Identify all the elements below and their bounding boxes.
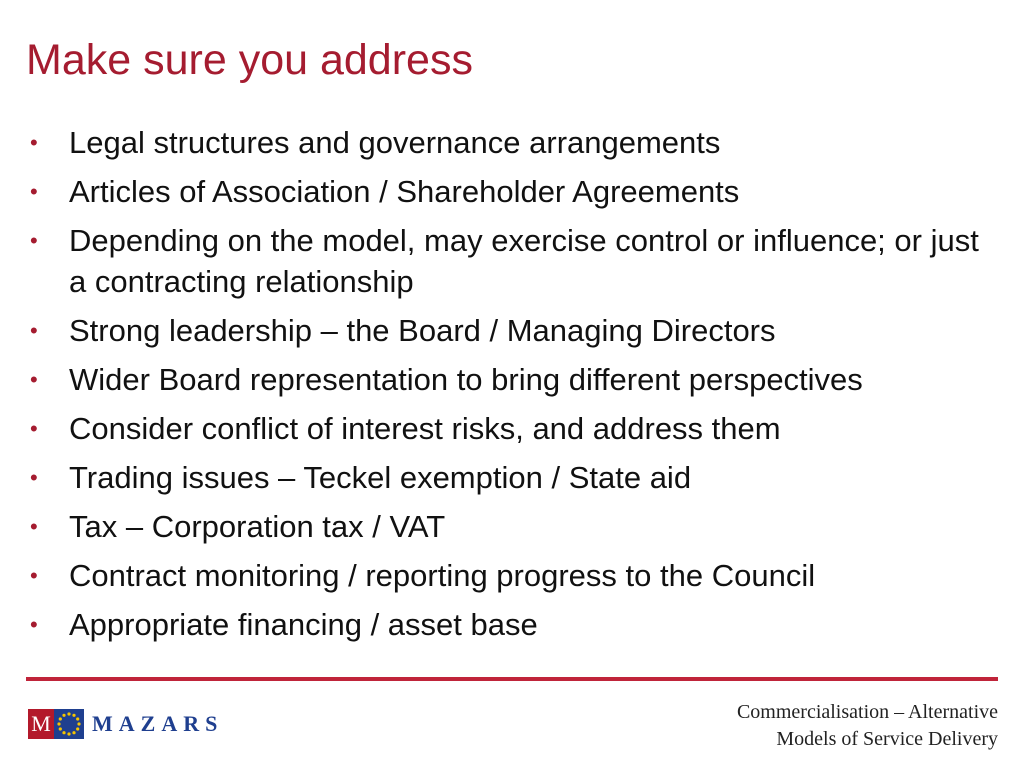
bullet-text: Tax – Corporation tax / VAT — [69, 509, 446, 544]
footer-line-1: Commercialisation – Alternative — [736, 701, 998, 723]
bullet-item — [0, 310, 989, 351]
bullet-item — [0, 604, 989, 645]
bullet-marker: • — [30, 318, 38, 343]
bullet-marker: • — [30, 612, 38, 637]
bullet-text: Wider Board representation to bring different perspectives — [69, 362, 863, 397]
bullet-marker: • — [30, 563, 38, 588]
bullet-text: Consider conflict of interest risks, and address them — [69, 411, 781, 446]
bullet-item — [0, 122, 989, 163]
bullet-text: Appropriate financing / asset base — [69, 607, 538, 642]
bullet-text: Legal structures and governance arrangements — [69, 125, 721, 160]
bullet-item — [0, 457, 989, 498]
bullet-marker: • — [30, 367, 38, 392]
bullet-text: Trading issues – Teckel exemption / State aid — [69, 460, 692, 495]
footer-caption — [737, 699, 998, 753]
bullet-text: Contract monitoring / reporting progress to the Council — [69, 558, 816, 593]
bullet-marker: • — [30, 465, 38, 490]
bullet-text: Strong leadership – the Board / Managing Directors — [69, 313, 776, 348]
logo-m-block: M — [28, 709, 54, 739]
bullet-item — [0, 359, 989, 400]
bullet-marker: • — [30, 228, 38, 253]
bullet-marker: • — [30, 514, 38, 539]
bullet-marker: • — [30, 130, 38, 155]
star-circle-icon — [54, 709, 84, 739]
bullet-item — [0, 555, 989, 596]
bullet-item — [0, 171, 989, 212]
slide-title: Make sure you address — [26, 36, 473, 84]
footer-line-2: Models of Service Delivery — [776, 728, 998, 750]
bullet-text: Depending on the model, may exercise control or influence; or just a contracting relationship — [69, 223, 979, 299]
logo-wordmark: MAZARS — [92, 711, 224, 736]
footer-divider — [26, 677, 998, 681]
bullet-text: Articles of Association / Shareholder Agreements — [69, 174, 740, 209]
bullet-item — [0, 408, 989, 449]
bullet-item — [0, 220, 989, 302]
bullet-marker: • — [30, 416, 38, 441]
mazars-logo — [28, 709, 223, 739]
bullet-list — [0, 122, 1024, 653]
bullet-item — [0, 506, 989, 547]
bullet-marker: • — [30, 179, 38, 204]
eu-flag-icon — [54, 709, 84, 739]
